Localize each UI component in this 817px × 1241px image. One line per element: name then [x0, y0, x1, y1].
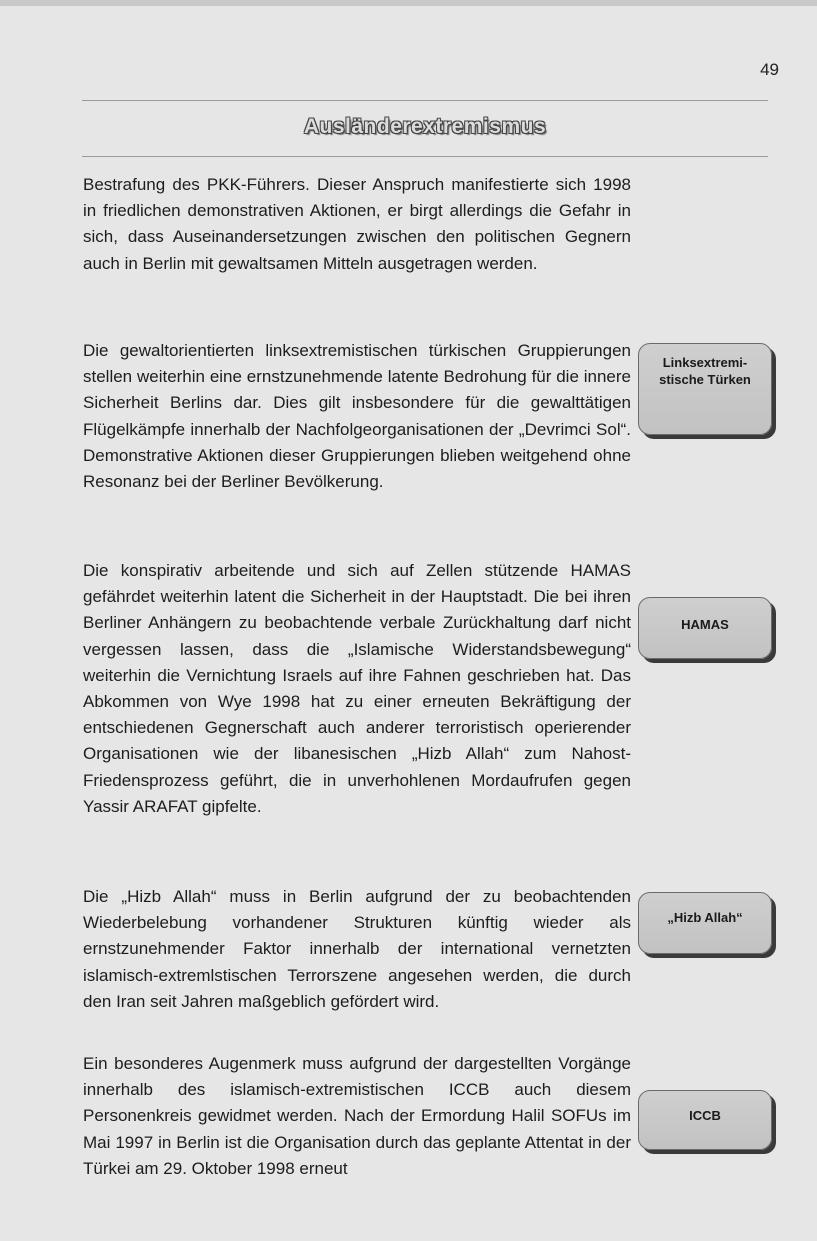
paragraph: Bestrafung des PKK-Führers. Dieser Anspruch manifestierte sich 1998 in friedlichen demonstrativen Aktionen, er birgt allerdings die Gefahr in sich, dass Auseinandersetzungen zwischen den politischen Gegnern auch in Berlin mit gewaltsamen Mitteln ausgetragen werden. — [83, 175, 631, 273]
marginal-note-linksextremistische-tuerken — [638, 343, 772, 435]
page-number: 49 — [760, 60, 779, 79]
marginal-note-line: ICCB — [689, 1108, 721, 1123]
section-title: Ausländerextremismus — [303, 115, 547, 138]
header-rule-bottom — [82, 156, 768, 157]
marginal-note-line: „Hizb Allah“ — [667, 910, 743, 925]
marginal-note-hizb-allah — [638, 892, 772, 954]
paragraph: Ein besonderes Augenmerk muss aufgrund der dargestellten Vorgänge innerhalb des islamisch-extremistischen ICCB auch diesem Personenkreis gewidmet werden. Nach der Ermordung Halil SOFUs im Mai 1997 in Berlin ist die Organisation durch das geplante Attentat in der Türkei am 29. Oktober 1998 erneut — [83, 1054, 631, 1178]
paragraph: Die konspirativ arbeitende und sich auf Zellen stützende HAMAS gefährdet weiterhin latent die Sicherheit in der Hauptstadt. Die bei ihren Berliner Anhängern zu beobachtende verbale Zurückhaltung darf nicht vergessen lassen, dass die „Islamische Widerstandsbewegung“ weiterhin die Vernichtung Israels auf ihre Fahnen geschrieben hat. Das Abkommen von Wye 1998 hat zu einer erneuten Bekräftigung der entschiedenen Gegnerschaft auch anderer terroristisch operierender Organisationen wie der libanesischen „Hizb Allah“ zum Nahost-Friedensprozess geführt, die in unverhohlenen Mordaufrufen gegen Yassir ARAFAT gipfelte. — [83, 561, 631, 816]
marginal-note-iccb — [638, 1090, 772, 1150]
marginal-note-line: HAMAS — [681, 617, 729, 632]
header-rule-top — [82, 100, 768, 101]
marginal-note-line: Linksextremi- — [662, 355, 748, 370]
paragraph: Die gewaltorientierten linksextremistischen türkischen Gruppierungen stellen weiterhin eine ernstzunehmende latente Bedrohung für die innere Sicherheit Berlins dar. Dies gilt insbesondere für die gewalttätigen Flügelkämpfe innerhalb der Nachfolgeorganisationen der „Devrimci Sol“. Demonstrative Aktionen dieser Gruppierungen blieben weitgehend ohne Resonanz bei der Berliner Bevölkerung. — [83, 341, 631, 492]
scan-top-edge — [0, 0, 817, 6]
marginal-note-line: stische Türken — [659, 372, 751, 387]
paragraph: Die „Hizb Allah“ muss in Berlin aufgrund der zu beobachtenden Wiederbelebung vorhandener Strukturen künftig wieder als ernstzunehmender Faktor innerhalb der international vernetzten islamisch-extremlstischen Terrorszene angesehen werden, die durch den Iran seit Jahren maßgeblich gefördert wird. — [83, 887, 631, 1011]
marginal-note-hamas — [638, 597, 772, 659]
